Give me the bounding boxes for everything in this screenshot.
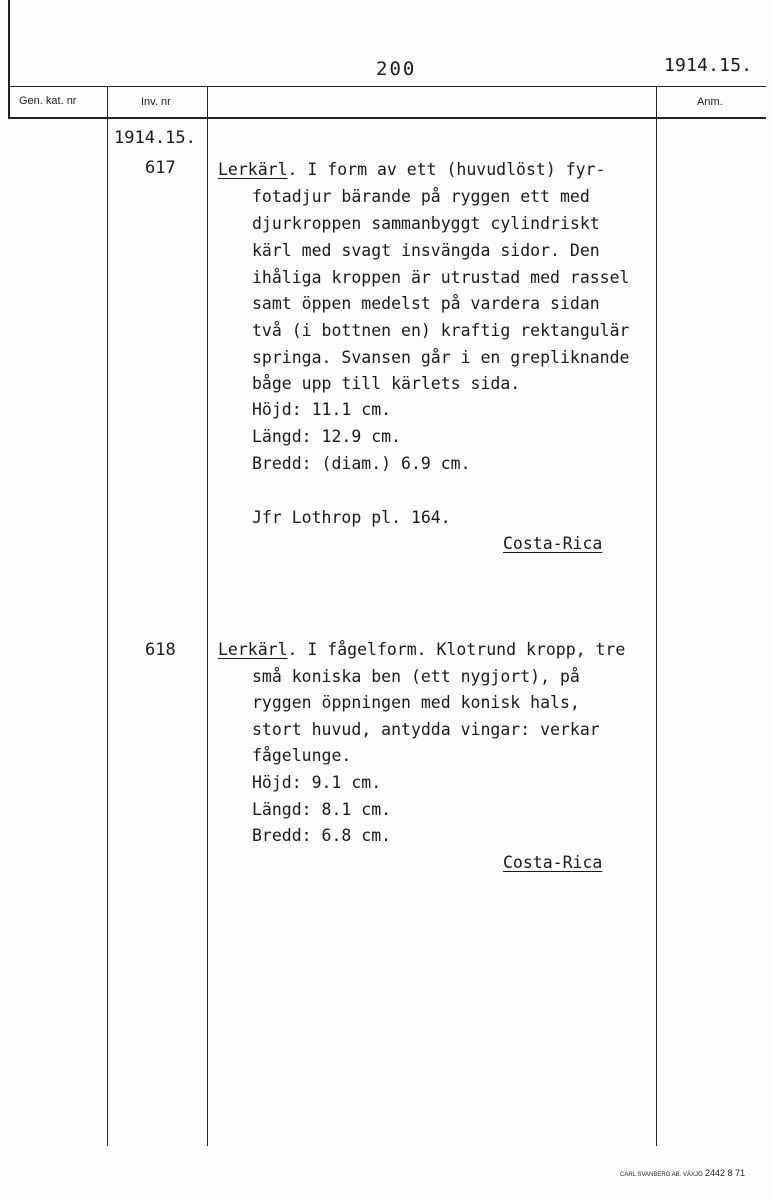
entry-617-line: springa. Svansen går i en grepliknande [252, 348, 630, 367]
entry-618-line: små koniska ben (ett nygjort), på [252, 667, 580, 686]
entry-617-line: två (i bottnen en) kraftig rektangulär [252, 321, 630, 340]
form-code: 2442 8 71 [704, 1168, 745, 1178]
entry-617-origin: Costa-Rica [503, 534, 603, 553]
entry-617-reference: Jfr Lothrop pl. 164. [252, 508, 451, 527]
year-ref: 1914.15. [664, 55, 753, 76]
col-divider-inv-text [207, 86, 208, 1146]
entry-618-width: Bredd: 6.8 cm. [252, 826, 392, 845]
entry-618-first-rest: . I fågelform. Klotrund kropp, tre [287, 640, 626, 659]
entry-618-title: Lerkärl [218, 640, 288, 659]
entry-617-title: Lerkärl [218, 160, 288, 179]
entry-618-line: stort huvud, antydda vingar: verkar [252, 720, 600, 739]
col-header-anm: Anm. [697, 96, 723, 108]
entry-617-first-line [218, 160, 605, 179]
entry-618-height: Höjd: 9.1 cm. [252, 773, 382, 792]
col-header-inv: Inv. nr [141, 96, 171, 108]
entry-618-length: Längd: 8.1 cm. [252, 800, 392, 819]
printer-imprint [620, 1168, 745, 1178]
entry-617-height: Höjd: 11.1 cm. [252, 400, 392, 419]
header-bottom-rule [8, 117, 766, 119]
printer-name: CARL SVANBERG AB. VÄXJÖ [620, 1172, 703, 1178]
entry-617-first-rest: . I form av ett (huvudlöst) fyr- [287, 160, 606, 179]
inv-number-617: 617 [145, 158, 176, 178]
entry-617-line: ihåliga kroppen är utrustad med rassel [252, 268, 630, 287]
entry-618-first-line [218, 640, 625, 659]
entry-618-line: fågelunge. [252, 746, 352, 765]
header-top-rule [8, 86, 766, 87]
entry-617-line: samt öppen medelst på vardera sidan [252, 294, 600, 313]
inv-number-618: 618 [145, 640, 176, 660]
entry-618-origin: Costa-Rica [503, 853, 603, 872]
col-divider-text-anm [656, 86, 657, 1146]
group-number: 1914.15. [114, 128, 196, 148]
entry-617-length: Längd: 12.9 cm. [252, 427, 402, 446]
entry-618-line: ryggen öppningen med konisk hals, [252, 693, 580, 712]
entry-617-line: djurkroppen sammanbyggt cylindriskt [252, 214, 600, 233]
col-divider-gen-inv [107, 86, 108, 1146]
entry-617-line: fotadjur bärande på ryggen ett med [252, 187, 590, 206]
col-header-gen-kat: Gen. kat. nr [19, 95, 77, 107]
entry-617-width: Bredd: (diam.) 6.9 cm. [252, 454, 471, 473]
left-margin-rule [8, 0, 10, 118]
entry-617-line: kärl med svagt insvängda sidor. Den [252, 241, 600, 260]
entry-617-line: båge upp till kärlets sida. [252, 374, 521, 393]
page-number: 200 [376, 58, 417, 80]
